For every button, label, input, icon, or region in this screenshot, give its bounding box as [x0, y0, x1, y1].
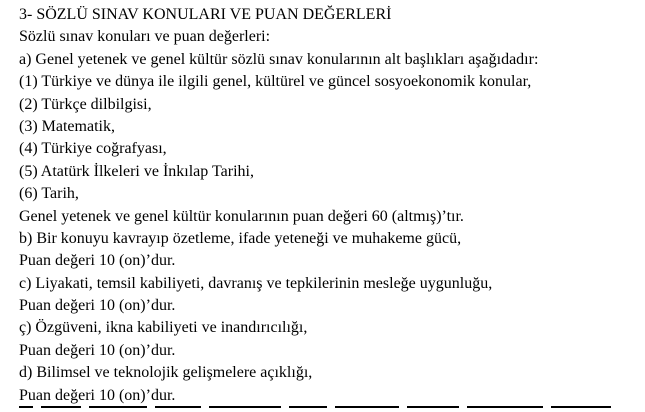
item-b-score-line: Puan değeri 10 (on)’dur. [19, 252, 176, 270]
item-cc-score-line: Puan değeri 10 (on)’dur. [19, 341, 176, 359]
document-body [19, 4, 639, 407]
subitem-5-line: (5) Atatürk İlkeleri ve İnkılap Tarihi, [19, 162, 254, 180]
item-c-line: c) Liyakati, temsil kabiliyeti, davranış ve tepkilerinin mesleğe uygunluğu, [19, 274, 493, 292]
item-b-line: b) Bir konuyu kavrayıp özetleme, ifade yeteneği ve muhakeme gücü, [19, 229, 462, 247]
item-c-score-line: Puan değeri 10 (on)’dur. [19, 297, 176, 315]
subitem-2-line: (2) Türkçe dilbilgisi, [19, 95, 152, 113]
subitem-4-line: (4) Türkiye coğrafyası, [19, 140, 167, 158]
subitem-6-line: (6) Tarih, [19, 185, 79, 203]
item-d-score-line: Puan değeri 10 (on)’dur. [19, 386, 176, 404]
subitem-1-line: (1) Türkiye ve dünya ile ilgili genel, kültürel ve güncel sosyoekonomik konular, [19, 73, 532, 91]
intro-line: Sözlü sınav konuları ve puan değerleri: [19, 28, 271, 46]
item-a-score-line: Genel yetenek ve genel kültür konularının puan değeri 60 (altmış)’tır. [19, 207, 464, 225]
item-d-line: d) Bilimsel ve teknolojik gelişmelere açıklığı, [19, 364, 313, 382]
section-heading: 3- SÖZLÜ SINAV KONULARI VE PUAN DEĞERLERİ [19, 6, 392, 23]
item-cc-line: ç) Özgüveni, ikna kabiliyeti ve inandırıcılığı, [19, 319, 308, 337]
cut-off-next-line [19, 406, 639, 412]
item-a-line: a) Genel yetenek ve genel kültür sözlü sınav konularının alt başlıkları aşağıdadır: [19, 50, 539, 68]
subitem-3-line: (3) Matematik, [19, 117, 115, 135]
